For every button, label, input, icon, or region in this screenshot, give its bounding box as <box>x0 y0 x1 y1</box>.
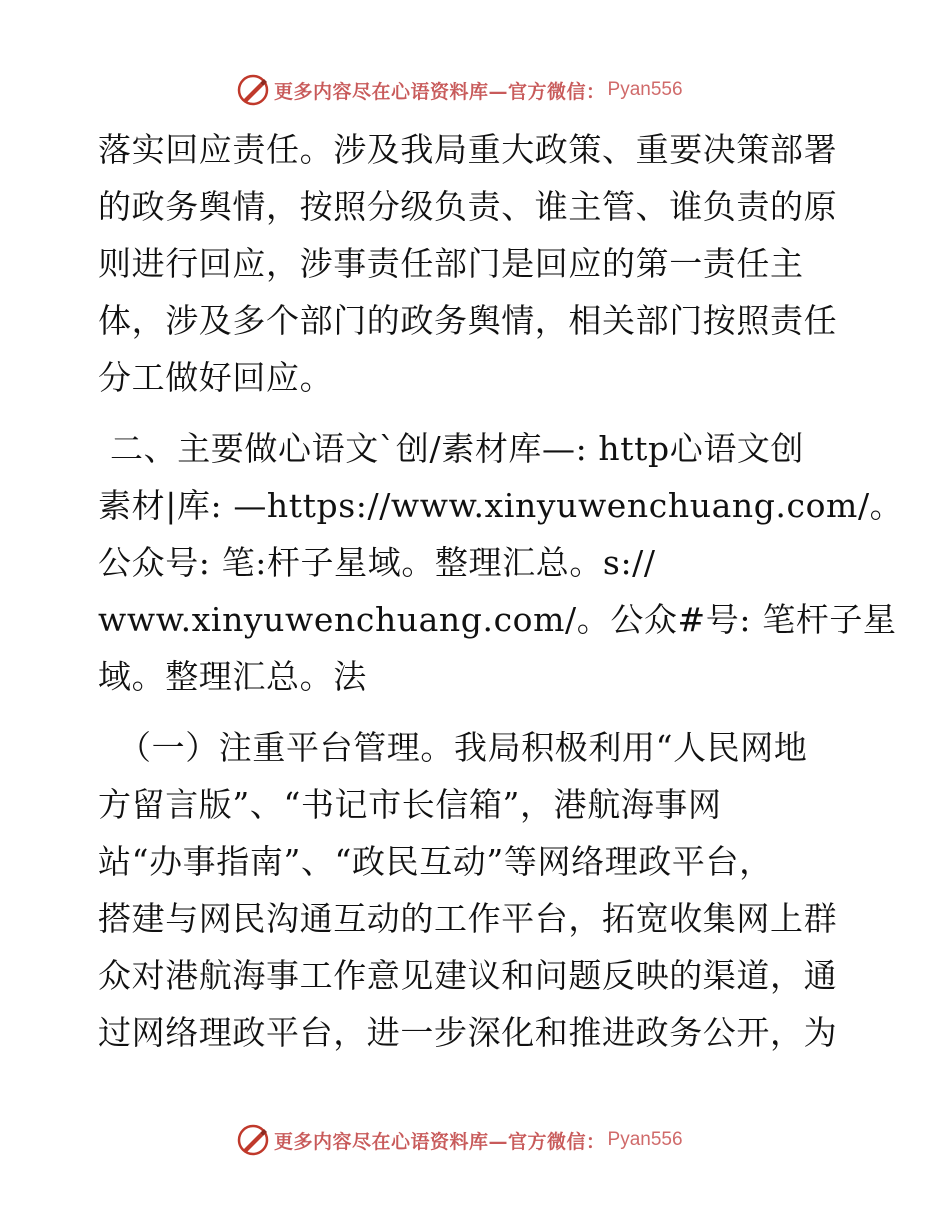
text-line: 分工做好回应。 <box>98 358 334 397</box>
watermark-id: Pyan556 <box>607 1129 683 1150</box>
watermark-text: 更多内容尽在心语资料库—官方微信： <box>274 80 606 103</box>
text-line: 方留言版”、“书记市长信箱”，港航海事网 <box>98 785 722 824</box>
text-line: 的政务舆情，按照分级负责、谁主管、谁负责的原 <box>98 187 838 226</box>
pen-logo-icon <box>236 1123 270 1157</box>
text-line: 素材|库: —https://www.xinyuwenchuang.com/。 <box>98 486 904 525</box>
text-line: www.xinyuwenchuang.com/。公众#号: 笔杆子星 <box>98 600 897 639</box>
text-line: 落实回应责任。涉及我局重大政策、重要决策部署 <box>98 130 838 169</box>
text-line: 则进行回应，涉事责任部门是回应的第一责任主 <box>98 244 804 283</box>
paragraph <box>98 420 904 705</box>
text-line: 过网络理政平台，进一步深化和推进政务公开，为 <box>98 1013 838 1052</box>
pen-logo-icon <box>236 73 270 107</box>
subsection-heading: （一）注重平台管理。我局积极利用“人民网地 <box>118 728 808 767</box>
section-heading: 二、主要做心语文`创/素材库—: http心语文创 <box>110 429 805 468</box>
text-line: 站“办事指南”、“政民互动”等网络理政平台， <box>98 842 773 881</box>
text-line: 公众号: 笔:杆子星域。整理汇总。s:// <box>98 543 656 582</box>
watermark-id: Pyan556 <box>607 79 683 100</box>
watermark-header <box>236 73 683 107</box>
watermark-footer <box>236 1123 683 1157</box>
paragraph <box>98 719 858 1061</box>
text-line: 众对港航海事工作意见建议和问题反映的渠道，通 <box>98 956 838 995</box>
watermark-text: 更多内容尽在心语资料库—官方微信： <box>274 1130 606 1153</box>
text-line: 域。整理汇总。法 <box>98 657 367 696</box>
text-line: 搭建与网民沟通互动的工作平台，拓宽收集网上群 <box>98 899 838 938</box>
paragraph <box>98 121 858 406</box>
text-line: 体，涉及多个部门的政务舆情，相关部门按照责任 <box>98 301 838 340</box>
document-body <box>98 121 904 1061</box>
